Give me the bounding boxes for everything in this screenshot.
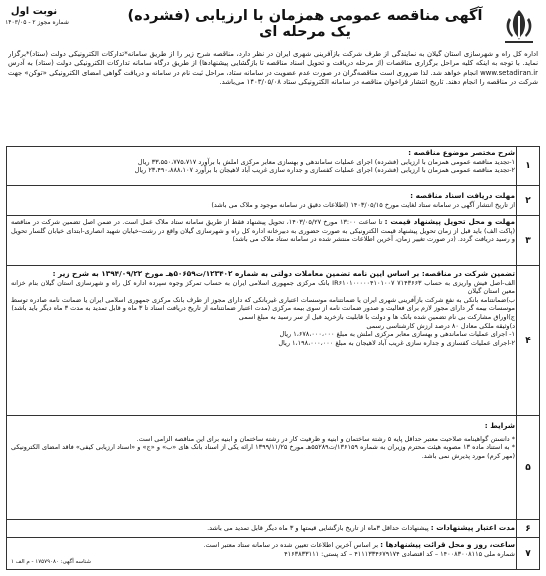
table-row	[7, 265, 539, 415]
section-line: ۲-اجرای عملیات کفسازی و جداره سازی غریب آباد لاهیجان به مبلغ ۱،۱۹۸،۰۰۰،۰۰۰ ریال	[278, 338, 515, 347]
row-number: ۷	[516, 538, 539, 569]
row-content	[11, 192, 515, 213]
section-title: شرایط :	[484, 422, 515, 430]
row-number: ۳	[516, 216, 539, 265]
row-content	[11, 270, 515, 413]
section-title: مهلت و محل تحویل پیشنهاد قیمت :	[384, 218, 515, 226]
section-title: تضمین شرکت در مناقصه: بر اساس آیین نامه تضمین معاملات دولتی به شماره ۱۲۳۴۰۲/ت۵۰۶۵۹هـ مورخ ۱۳۹۴/۰۹/۲۲ به شرح زیر :	[52, 270, 515, 278]
section-line: از تاریخ انتشار آگهی در سامانه ستاد لغایت مورخ ۱۴۰۳/۰۵/۱۵ (اطلاعات دقیق در سامانه موجود و ملاک می باشد)	[211, 200, 515, 209]
section-line: ۲-تجدید مناقصه عمومی همزمان با ارزیابی (فشرده) اجرای عملیات کفسازی و جداره سازی غریب آباد لاهیجان با برآورد ۲۳،۴۹۰،۸۸۸،۱۰۷ ریال	[134, 166, 515, 175]
company-ids-line: شماره ملی ۱۴۰۰۸۳۰۰۸۱۱۵ – کد اقتصادی ۴۱۱۱۳۳۴۶۷۹۱۷۴ – کد پستی: ۴۱۶۳۸۳۳۱۱۱	[284, 549, 515, 558]
table-row	[7, 147, 539, 185]
row-number: ۲	[516, 186, 539, 215]
section-line: پیشنهادات حداقل ۳ماه از تاریخ بازگشایی قیمتها و ۳ ماه دیگر قابل تمدید می باشد.	[207, 524, 429, 532]
iran-emblem-icon	[497, 6, 541, 46]
permit-number: شماره مجوز ۲ - ۱۴۰۳/۰۵	[5, 19, 69, 26]
table-row	[7, 537, 539, 569]
intro-paragraph: اداره کل راه و شهرسازی استان گیلان به نمایندگی از طرف شرکت بازآفرینی شهری ایران در نظر دارد، مناقصه شرح زیر را از طریق سامانه*تدارکات الکترونیکی دولت (ستاد)*برگزار نماید. با توجه به اینکه کلیه مراحل برگزاری مناقصات (از مرحله دریافت و تحویل اسناد مناقصه تا بازگشایی پیشنهادها) از طریق درگاه سامانه تدارکات الکترونیکی دولت (ستاد) به آدرس www.setadiran.ir انجام خواهد شد. لذا ضروری است مناقصه‌گران در صورت عدم عضویت در سامانه ستاد، مراحل ثبت نام در سامانه و دریافت گواهی امضای الکترونیکی «توکن» جهت شرکت در مناقصه را انجام دهند. تاریخ انتشار فراخوان مناقصه در سامانه الکترونیکی ستاد ۱۴۰۳/۰۵/۰۸ می‌باشد.	[8, 50, 538, 86]
table-row	[7, 215, 539, 265]
row-content	[11, 541, 515, 567]
section-title: شرح مختصر موضوع مناقصه :	[408, 149, 515, 157]
notice-title: آگهی مناقصه عمومی همزمان با ارزیابی (فشرده) یک مرحله ای	[127, 8, 483, 40]
section-line: ۱- اجرای عملیات ساماندهی و بهسازی معابر مرکزی املش به مبلغ ۱،۶۷۸،۰۰۰،۰۰۰ ریال	[279, 330, 515, 339]
row-number: ۵	[516, 416, 539, 519]
publication-round-label: نوبت اول	[10, 6, 58, 17]
row-content	[11, 422, 515, 517]
section-line: * دانستن گواهینامه صلاحیت معتبر حداقل پایه ۵ رشته ساختمان و ابنیه و ظرفیت کار در رشته ساختمان و ابنیه برای این مناقصه الزامی است.	[136, 434, 515, 443]
section-line: ج)اوراق مشارکت بی نام تضمین شده بانک ها و دولت با قابلیت بازخرید قبل از سر رسید به مبلغ اسمی	[238, 312, 515, 321]
row-content	[11, 218, 515, 263]
section-title: مهلت دریافت اسناد مناقصه :	[410, 192, 515, 200]
row-number: ۶	[516, 520, 539, 537]
row-number: ۴	[516, 266, 539, 415]
section-line: ۱-تجدید مناقصه عمومی همزمان با ارزیابی (فشرده) اجرای عملیات ساماندهی و بهسازی معابر مرکزی املش با برآورد ۳۳،۵۵۰،۷۷۵،۷۱۷ ریال	[137, 157, 515, 166]
section-line: بر اساس آخرین اطلاعات تعیین شده در سامانه ستاد معتبر است.	[203, 541, 379, 549]
table-row	[7, 519, 539, 537]
tender-details-table	[6, 146, 540, 570]
section-title: ساعت، روز و محل قرائت پیشنهادها :	[380, 541, 515, 549]
section-line: ب)ضمانتنامه بانکی به نفع شرکت بازآفرینی شهری ایران یا ضمانتنامه موسسات اعتباری غیربانکی که دارای مجوز از طرف بانک مرکزی جمهوری اسلامی ایران یا ضمانت نامه صادره توسط موسسات بیمه گر دارای مجوز لازم برای فعالیت و صدور ضمانت نامه از سوی بیمه مرکزی (مدت اعتبار ضمانتنامه از تاریخ دریافت اسناد تا ۳ ماه و قابل تمدید به مدت ۳ ماه دیگر باید باشد)	[11, 295, 515, 313]
row-number: ۱	[516, 147, 539, 185]
table-row	[7, 415, 539, 519]
section-line: * به استناد ماده ۱۳ مصوبه هیئت محترم وزیران به شماره ۱۳۶۱۵۹/ت۵۵۲۸۹هـ مورخ ۱۳۹۹/۱۱/۲۵ ارائه یکی از اسناد بانک های «ب» و «ج» و «اسناد ارزیابی کیفی» فاقد امضای الکترونیکی (مهر کرم) مورد پذیرش نمی باشد.	[11, 443, 515, 460]
table-row	[7, 185, 539, 215]
footer-code: شناسه آگهی: ۱۷۵۷۹۰۸۰ - م الف ۱	[11, 559, 92, 566]
section-line: الف-اصل فیش واریزی به حساب ۷۱۴۳۶۶۳ IR۶۱۰۱۰۰۰۰۰۴۱۰۱۰۰۷ بانک مرکزی جمهوری اسلامی ایران به حساب تمرکز وجوه سپرده اداره کل راه و شهرسازی استان گیلان بنام خزانه معین استان گیلان	[11, 278, 515, 296]
row-content	[11, 524, 515, 535]
section-line: تا ساعت ۱۳:۰۰ مورخ ۱۴۰۳/۰۵/۲۷، تحویل پیشنهاد فقط از طریق سامانه ستاد ملاک عمل است. در ضمن اصل تضمین شرکت در مناقصه (پاکت الف) باید قبل از زمان تحویل پیشنهاد قیمت الکترونیکی به صورت حضوری به دبیرخانه اداره کل راه و شهرسازی گیلان واقع در رشت-خیابان شهید انصاری-ابتدای خیابان گلسار تحویل و رسید دریافت گردد. (در صورت تغییر زمان، آخرین اطلاعات منتشر شده در سامانه ستاد ملاک می باشد)	[11, 218, 515, 244]
section-line: د)وثیقه ملکی معادل ۸۰ درصد ارزش کارشناسی رسمی	[366, 321, 515, 330]
section-title: مدت اعتبار پیشنهادات :	[430, 524, 515, 532]
row-content	[11, 149, 515, 183]
